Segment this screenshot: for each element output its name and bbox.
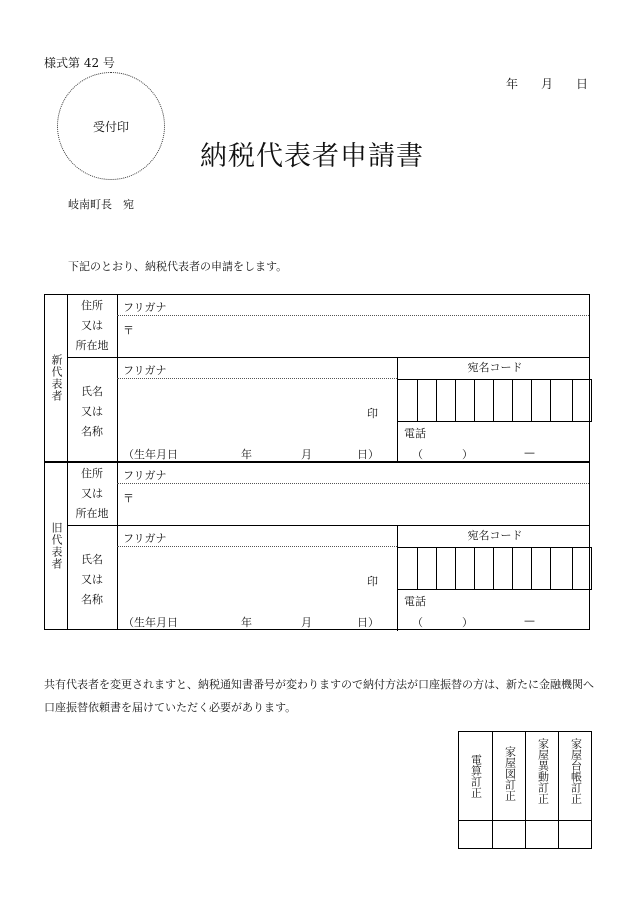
addressee: 岐南町長 宛 [68, 198, 134, 211]
phone-open-paren: （ [412, 616, 423, 629]
reception-stamp-circle [57, 72, 165, 180]
name-label-title: 名称 [81, 593, 103, 606]
phone-label: 電話 [404, 427, 426, 440]
phone-close-paren: ） [462, 448, 473, 461]
name-label-title: 名称 [81, 425, 103, 438]
stamp-label: 受付印 [92, 119, 129, 134]
office-box-2: 家屋図訂正 [492, 732, 526, 848]
furigana-address-label: フリガナ [123, 469, 167, 482]
address-label: 住所 [81, 299, 103, 312]
furigana-name-label: フリガナ [123, 364, 167, 377]
old-representative-block [44, 462, 590, 630]
address-code-box [397, 357, 592, 463]
birth-day-label: 日） [357, 616, 379, 629]
birth-year-label: 年 [241, 448, 252, 461]
office-box-1: 電算訂正 [469, 754, 483, 798]
office-box-4: 家屋台帳訂正 [558, 732, 592, 848]
phone-open-paren: （ [412, 448, 423, 461]
seal-mark: 印 [367, 575, 378, 588]
birth-date-label: （生年月日 [123, 616, 178, 629]
name-label: 氏名 [81, 385, 103, 398]
address-code-cells[interactable] [398, 379, 592, 422]
address-code-label: 宛名コード [398, 357, 592, 380]
page-title: 納税代表者申請書 [200, 141, 424, 172]
address-label-or: 又は [81, 487, 103, 500]
birth-month-label: 月 [301, 616, 312, 629]
furigana-name-label: フリガナ [123, 532, 167, 545]
office-box-3: 家屋異動訂正 [525, 732, 559, 848]
date-day-label: 日 [576, 77, 589, 91]
notice-text: 共有代表者を変更されますと、納税通知書番号が変わりますので納付方法が口座振替の方は、新たに金融機関へ口座振替依頼書を届けていただく必要があります。 [44, 678, 594, 714]
name-label: 氏名 [81, 553, 103, 566]
address-code-label: 宛名コード [398, 525, 592, 548]
name-label-or: 又は [81, 573, 103, 586]
birth-year-label: 年 [241, 616, 252, 629]
date-month-label: 月 [541, 77, 554, 91]
address-label-location: 所在地 [75, 507, 109, 520]
phone-label: 電話 [404, 595, 426, 608]
address-code-box [397, 525, 592, 631]
birth-month-label: 月 [301, 448, 312, 461]
intro-text: 下記のとおり、納税代表者の申請をします。 [68, 260, 288, 273]
address-label-location: 所在地 [75, 339, 109, 352]
address-code-cells[interactable] [398, 547, 592, 590]
new-rep-side-label: 新代表者 [45, 295, 68, 461]
date-year-label: 年 [506, 77, 519, 91]
old-rep-side-label: 旧代表者 [45, 463, 68, 629]
phone-dash: — [524, 446, 535, 459]
address-label: 住所 [81, 467, 103, 480]
name-label-or: 又は [81, 405, 103, 418]
birth-date-label: （生年月日 [123, 448, 178, 461]
seal-mark: 印 [367, 407, 378, 420]
postal-mark: 〒 [123, 324, 134, 337]
furigana-address-label: フリガナ [123, 301, 167, 314]
form-number: 様式第 42 号 [44, 56, 115, 70]
address-label-or: 又は [81, 319, 103, 332]
phone-dash: — [524, 614, 535, 627]
office-use-boxes [458, 731, 592, 849]
postal-mark: 〒 [123, 492, 134, 505]
new-representative-block [44, 294, 590, 462]
phone-close-paren: ） [462, 616, 473, 629]
birth-day-label: 日） [357, 448, 379, 461]
